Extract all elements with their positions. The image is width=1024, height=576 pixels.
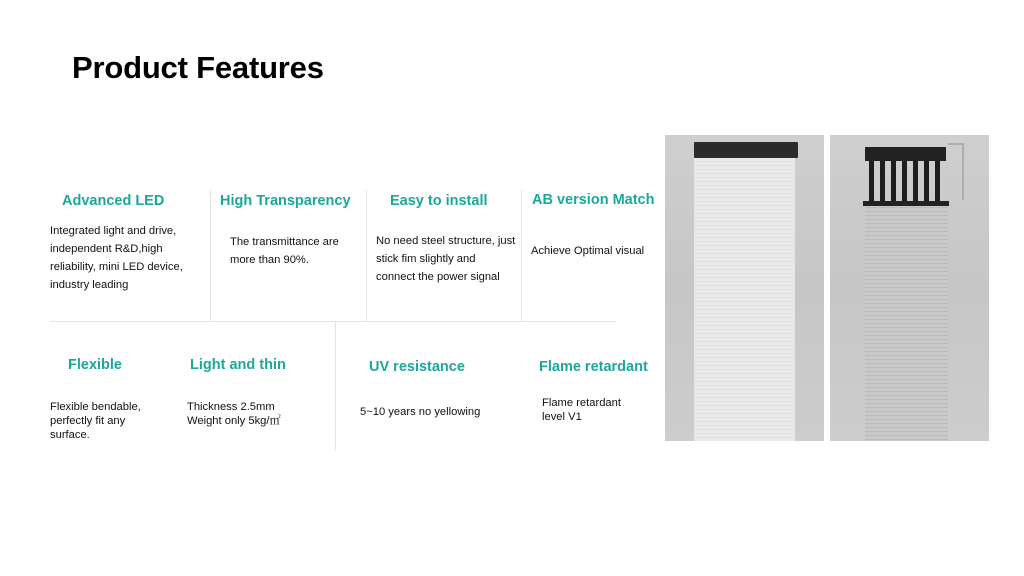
panel-strap: [902, 161, 907, 201]
feature-title-advanced-led: Advanced LED: [62, 193, 165, 209]
feature-desc-light-thin: Thickness 2.5mm Weight only 5kg/㎡: [187, 401, 281, 427]
divider: [50, 321, 616, 322]
feature-title-light-thin: Light and thin: [190, 357, 286, 373]
mount-bracket: [948, 143, 964, 200]
panel-strap: [891, 161, 896, 201]
feature-desc-uv-resistance: 5~10 years no yellowing: [360, 406, 481, 418]
feature-title-flame-retardant: Flame retardant: [539, 359, 648, 375]
panel-strap: [924, 161, 929, 201]
panel-mount-strip: [863, 201, 949, 206]
divider: [521, 190, 522, 321]
product-image-mounted: [830, 135, 989, 441]
feature-desc-ab-version: Achieve Optimal visual: [531, 245, 645, 257]
feature-desc-high-transparency: The transmittance are more than 90%.: [230, 236, 339, 266]
divider: [210, 190, 211, 321]
panel-strap: [869, 161, 874, 201]
divider: [366, 190, 367, 321]
feature-desc-flexible: Flexible bendable, perfectly fit any surface.: [50, 401, 141, 441]
feature-title-high-transparency: High Transparency: [220, 193, 351, 209]
feature-title-ab-version: AB version Match: [532, 192, 655, 208]
panel-strap: [880, 161, 885, 201]
panel-top-bar: [694, 142, 798, 158]
panel-strap: [913, 161, 918, 201]
led-film-panel: [865, 203, 948, 441]
feature-desc-flame-retardant: Flame retardant level V1: [542, 397, 621, 423]
feature-desc-easy-install: No need steel structure, just stick fim slightly and connect the power signal: [376, 235, 516, 283]
panel-top-bar: [865, 147, 946, 161]
feature-desc-advanced-led: Integrated light and drive, independent R&D,high reliability, mini LED device, industry leading: [50, 225, 183, 291]
product-image-plain: [665, 135, 824, 441]
page-title: Product Features: [72, 50, 324, 85]
feature-title-flexible: Flexible: [68, 357, 122, 373]
feature-title-easy-install: Easy to install: [390, 193, 488, 209]
panel-strap: [935, 161, 940, 201]
divider: [335, 321, 336, 451]
led-film-panel: [694, 157, 795, 441]
feature-title-uv-resistance: UV resistance: [369, 359, 465, 375]
